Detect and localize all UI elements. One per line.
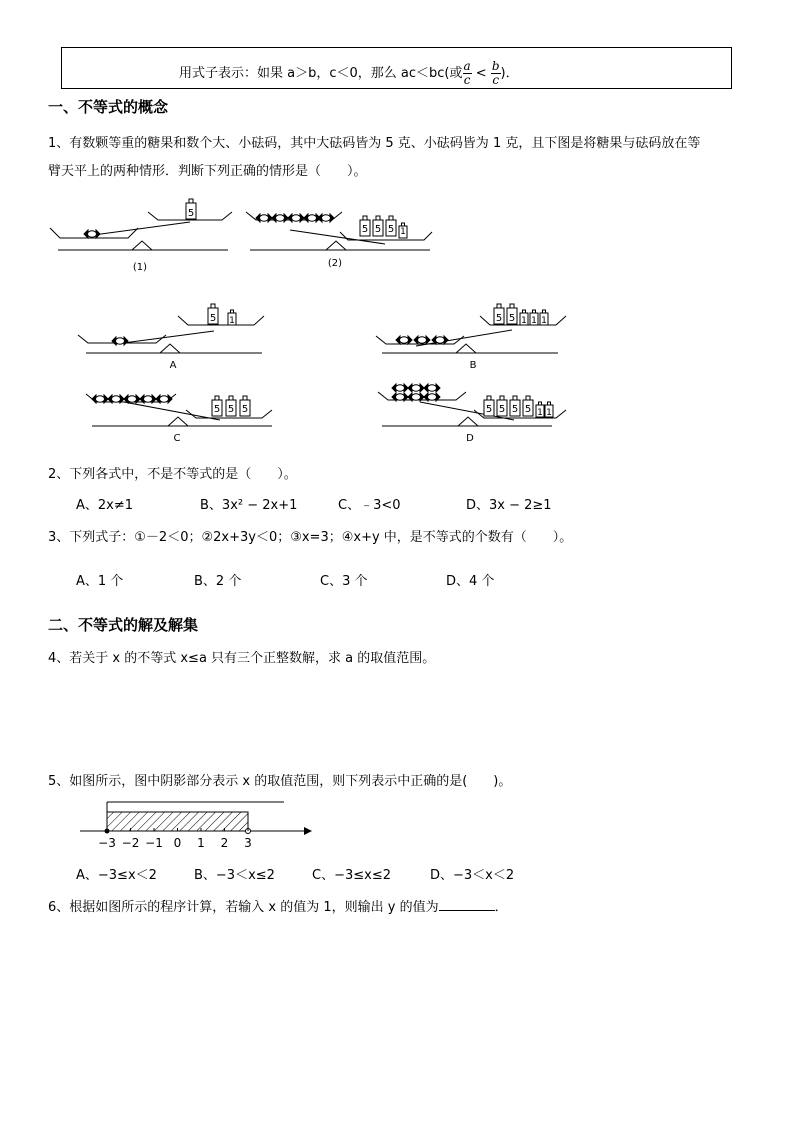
weight-label: 5 bbox=[508, 313, 516, 324]
weight-label: 5 bbox=[524, 404, 532, 415]
q2-option-b[interactable]: B、3x² − 2x+1 bbox=[200, 498, 298, 513]
frac1-den: c bbox=[463, 73, 471, 87]
frac2-num: b bbox=[491, 59, 500, 73]
q2-option-c[interactable]: C、﹣3<0 bbox=[338, 498, 401, 513]
q1-line2: 臂天平上的两种情形．判断下列正确的情形是（ ）。 bbox=[48, 164, 367, 179]
option-c-label: C bbox=[173, 433, 181, 444]
weight-label: 5 bbox=[361, 224, 369, 235]
property-suffix: )． bbox=[500, 66, 519, 81]
weight-label: 5 bbox=[511, 404, 519, 415]
section2-title: 二、不等式的解及解集 bbox=[48, 616, 199, 634]
option-a-label: A bbox=[169, 360, 177, 371]
option-b-label: B bbox=[469, 360, 477, 371]
section1-title: 一、不等式的概念 bbox=[48, 98, 169, 116]
weight-label: 5 bbox=[187, 208, 195, 219]
tick-label: −2 bbox=[121, 836, 140, 850]
tick-label: −1 bbox=[145, 836, 163, 850]
property-prefix: 用式子表示：如果 a＞b，c＜0，那么 ac＜bc(或 bbox=[179, 66, 463, 81]
option-d-label: D bbox=[466, 433, 474, 444]
weight-label: 1 bbox=[541, 316, 547, 326]
q5-option-a[interactable]: A、−3≤x＜2 bbox=[76, 868, 157, 883]
weight-label: 1 bbox=[546, 408, 552, 418]
weight-label: 1 bbox=[229, 316, 235, 326]
property-statement bbox=[179, 60, 519, 87]
q1-line1: 1、有数颗等重的糖果和数个大、小砝码，其中大砝码皆为 5 克、小砝码皆为 1 克，且下图是将糖果与砝码放在等 bbox=[48, 136, 701, 151]
axis-arrow bbox=[304, 827, 312, 835]
q3-option-b[interactable]: B、2 个 bbox=[194, 574, 242, 589]
weight-label: 5 bbox=[495, 313, 503, 324]
weight-label: 1 bbox=[400, 227, 406, 237]
tick-label: −3 bbox=[98, 836, 116, 850]
lt-sign: < bbox=[475, 66, 487, 81]
q2-option-a[interactable]: A、2x≠1 bbox=[76, 498, 134, 513]
tick-label: 1 bbox=[197, 836, 205, 850]
weight-label: 5 bbox=[213, 404, 221, 415]
property-box bbox=[61, 47, 732, 89]
number-line bbox=[70, 796, 330, 852]
balance-option-a bbox=[78, 304, 264, 353]
weight-label: 1 bbox=[521, 316, 527, 326]
q6-stem-text: 6、根据如图所示的程序计算，若输入 x 的值为 1，则输出 y 的值为 bbox=[48, 900, 439, 915]
weight-label: 5 bbox=[241, 404, 249, 415]
q6-stem bbox=[48, 896, 508, 915]
tick-label: 3 bbox=[244, 836, 252, 850]
figure2-label: (2) bbox=[327, 258, 343, 269]
weight-label: 5 bbox=[227, 404, 235, 415]
fraction-a-over-c bbox=[463, 60, 472, 87]
q4-stem: 4、若关于 x 的不等式 x≤a 只有三个正整数解，求 a 的取值范围。 bbox=[48, 651, 436, 666]
tick-label: 2 bbox=[220, 836, 229, 850]
balance-figure-1 bbox=[50, 199, 232, 250]
q3-option-c[interactable]: C、3 个 bbox=[320, 574, 368, 589]
weight-label: 5 bbox=[498, 404, 506, 415]
weight-label: 1 bbox=[537, 408, 543, 418]
balance-figures bbox=[0, 190, 794, 450]
weight-label: 5 bbox=[209, 313, 217, 324]
q3-stem: 3、下列式子：①－2＜0；②2x+3y＜0；③x=3；④x+y 中，是不等式的个数有（ ）。 bbox=[48, 530, 573, 545]
balance-option-b bbox=[376, 304, 566, 353]
q6-stem-end: ． bbox=[494, 900, 508, 915]
fraction-b-over-c bbox=[491, 60, 501, 87]
q5-stem: 5、如图所示，图中阴影部分表示 x 的取值范围，则下列表示中正确的是( )。 bbox=[48, 774, 512, 789]
q5-option-d[interactable]: D、−3＜x＜2 bbox=[430, 868, 515, 883]
frac1-num: a bbox=[463, 59, 471, 73]
q6-answer-blank[interactable] bbox=[439, 898, 495, 911]
figure1-label: (1) bbox=[132, 262, 148, 273]
tick-label: 0 bbox=[173, 836, 182, 850]
q2-option-d[interactable]: D、3x − 2≥1 bbox=[466, 498, 552, 513]
balance-option-d bbox=[378, 384, 566, 426]
weight-label: 5 bbox=[387, 224, 395, 235]
weight-label: 5 bbox=[374, 224, 382, 235]
weight-label: 5 bbox=[485, 404, 493, 415]
q2-stem: 2、下列各式中，不是不等式的是（ ）。 bbox=[48, 467, 297, 482]
q3-option-d[interactable]: D、4 个 bbox=[446, 574, 495, 589]
frac2-den: c bbox=[492, 73, 500, 87]
weight-label: 1 bbox=[531, 316, 537, 326]
q5-option-c[interactable]: C、−3≤x≤2 bbox=[312, 868, 391, 883]
q3-option-a[interactable]: A、1 个 bbox=[76, 574, 124, 589]
q5-option-b[interactable]: B、−3＜x≤2 bbox=[194, 868, 275, 883]
